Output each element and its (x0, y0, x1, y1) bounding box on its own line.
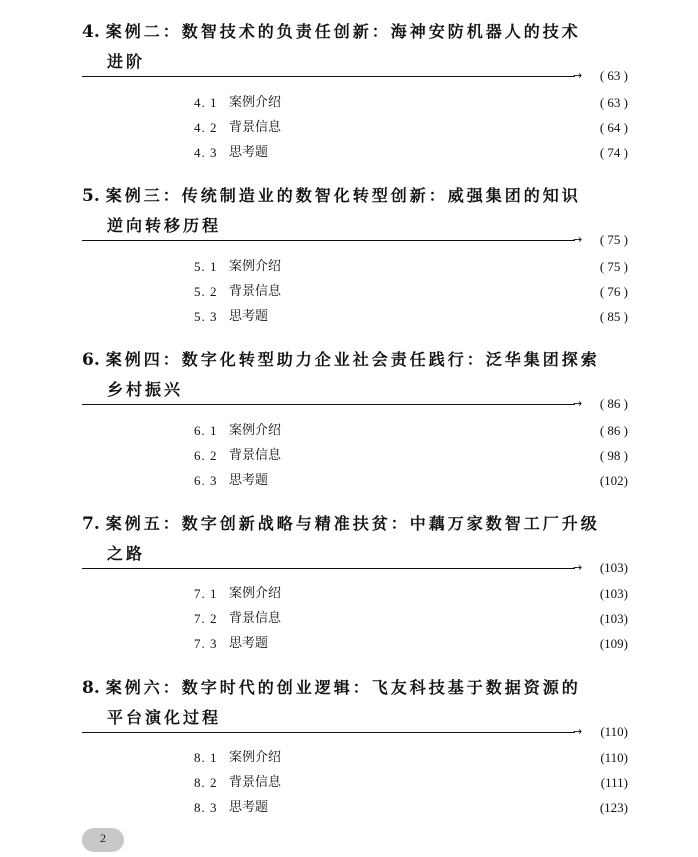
toc-section-row[interactable] (0, 258, 698, 276)
section-title: 案例介绍 (229, 586, 282, 601)
leader-rule (82, 568, 575, 569)
section-page-number: ( 74 ) (599, 145, 628, 160)
section-number: 4. 2 (194, 120, 218, 135)
toc-section-row[interactable] (0, 119, 698, 137)
chapter-title[interactable] (82, 678, 581, 698)
chapter-number: 4. (82, 22, 100, 42)
toc-section-row[interactable] (0, 283, 698, 301)
section-title: 案例介绍 (229, 95, 282, 110)
section-number: 6. 1 (194, 423, 218, 438)
section-page-number: ( 76 ) (599, 284, 628, 299)
leader-rule (82, 240, 575, 241)
chapter-number: 5. (82, 186, 100, 206)
leader-rule (82, 732, 575, 733)
arrow-right-icon: → (573, 397, 583, 410)
section-number: 8. 1 (194, 750, 218, 765)
section-title: 思考题 (229, 145, 269, 160)
section-page-number: ( 98 ) (599, 448, 628, 463)
toc-section-row[interactable] (0, 472, 698, 490)
section-number: 6. 3 (194, 473, 218, 488)
chapter-title-line1: 案例五：数字创新战略与精准扶贫：中藕万家数智工厂升级 (105, 514, 600, 533)
chapter-page-number: ( 75 ) (599, 232, 628, 247)
section-page-number: ( 75 ) (599, 259, 628, 274)
section-page-number: (109) (599, 636, 628, 651)
section-title: 思考题 (229, 473, 269, 488)
section-title: 背景信息 (229, 448, 282, 463)
section-title: 背景信息 (229, 120, 282, 135)
chapter-title-line2: 逆向转移历程 (107, 216, 222, 235)
page-number-badge (82, 828, 124, 852)
section-title: 思考题 (229, 800, 269, 815)
chapter-page-number: (110) (600, 724, 628, 739)
chapter-number: 8. (82, 678, 100, 698)
chapter-title-line2: 乡村振兴 (107, 380, 184, 399)
chapter-title-line1: 案例三：传统制造业的数智化转型创新：威强集团的知识 (105, 186, 581, 205)
chapter-title[interactable] (82, 186, 581, 206)
chapter-title[interactable] (82, 350, 600, 370)
chapter-page-number: (103) (599, 560, 628, 575)
section-number: 7. 3 (194, 636, 218, 651)
toc-section-row[interactable] (0, 94, 698, 112)
chapter-title-line1: 案例二：数智技术的负责任创新：海神安防机器人的技术 (105, 22, 581, 41)
toc-section-row[interactable] (0, 447, 698, 465)
toc-section-row[interactable] (0, 799, 698, 817)
page-number: 2 (100, 831, 106, 845)
section-number: 5. 3 (194, 309, 218, 324)
toc-section-row[interactable] (0, 585, 698, 603)
section-page-number: (103) (599, 611, 628, 626)
toc-section-row[interactable] (0, 422, 698, 440)
chapter-page-number: ( 86 ) (599, 396, 628, 411)
section-page-number: (110) (600, 750, 628, 765)
section-page-number: (102) (599, 473, 628, 488)
chapter-title-line2: 进阶 (107, 52, 146, 71)
section-page-number: (111) (600, 775, 628, 790)
section-number: 7. 1 (194, 586, 218, 601)
section-title: 背景信息 (229, 775, 282, 790)
toc-section-row[interactable] (0, 749, 698, 767)
toc-section-row[interactable] (0, 144, 698, 162)
section-page-number: (103) (599, 586, 628, 601)
section-title: 思考题 (229, 309, 269, 324)
section-number: 5. 1 (194, 259, 218, 274)
section-page-number: ( 64 ) (599, 120, 628, 135)
toc-section-row[interactable] (0, 610, 698, 628)
chapter-page-number: ( 63 ) (599, 68, 628, 83)
arrow-right-icon: → (573, 561, 583, 574)
toc-section-row[interactable] (0, 635, 698, 653)
section-number: 6. 2 (194, 448, 218, 463)
section-number: 4. 3 (194, 145, 218, 160)
section-title: 案例介绍 (229, 423, 282, 438)
section-number: 7. 2 (194, 611, 218, 626)
section-title: 案例介绍 (229, 259, 282, 274)
chapter-title[interactable] (82, 22, 581, 42)
toc-section-row[interactable] (0, 774, 698, 792)
arrow-right-icon: → (573, 69, 583, 82)
section-page-number: ( 85 ) (599, 309, 628, 324)
section-number: 4. 1 (194, 95, 218, 110)
chapter-title[interactable] (82, 514, 600, 534)
section-page-number: (123) (599, 800, 628, 815)
section-number: 5. 2 (194, 284, 218, 299)
chapter-title-line2: 之路 (107, 544, 146, 563)
arrow-right-icon: → (573, 725, 583, 738)
leader-rule (82, 76, 575, 77)
section-title: 思考题 (229, 636, 269, 651)
chapter-number: 6. (82, 350, 100, 370)
section-title: 背景信息 (229, 284, 282, 299)
chapter-title-line1: 案例六：数字时代的创业逻辑：飞友科技基于数据资源的 (105, 678, 581, 697)
arrow-right-icon: → (573, 233, 583, 246)
leader-rule (82, 404, 575, 405)
section-title: 案例介绍 (229, 750, 282, 765)
section-number: 8. 3 (194, 800, 218, 815)
section-page-number: ( 63 ) (599, 95, 628, 110)
section-number: 8. 2 (194, 775, 218, 790)
chapter-title-line2: 平台演化过程 (107, 708, 222, 727)
section-page-number: ( 86 ) (599, 423, 628, 438)
chapter-title-line1: 案例四：数字化转型助力企业社会责任践行：泛华集团探索 (105, 350, 600, 369)
toc-section-row[interactable] (0, 308, 698, 326)
section-title: 背景信息 (229, 611, 282, 626)
chapter-number: 7. (82, 514, 100, 534)
